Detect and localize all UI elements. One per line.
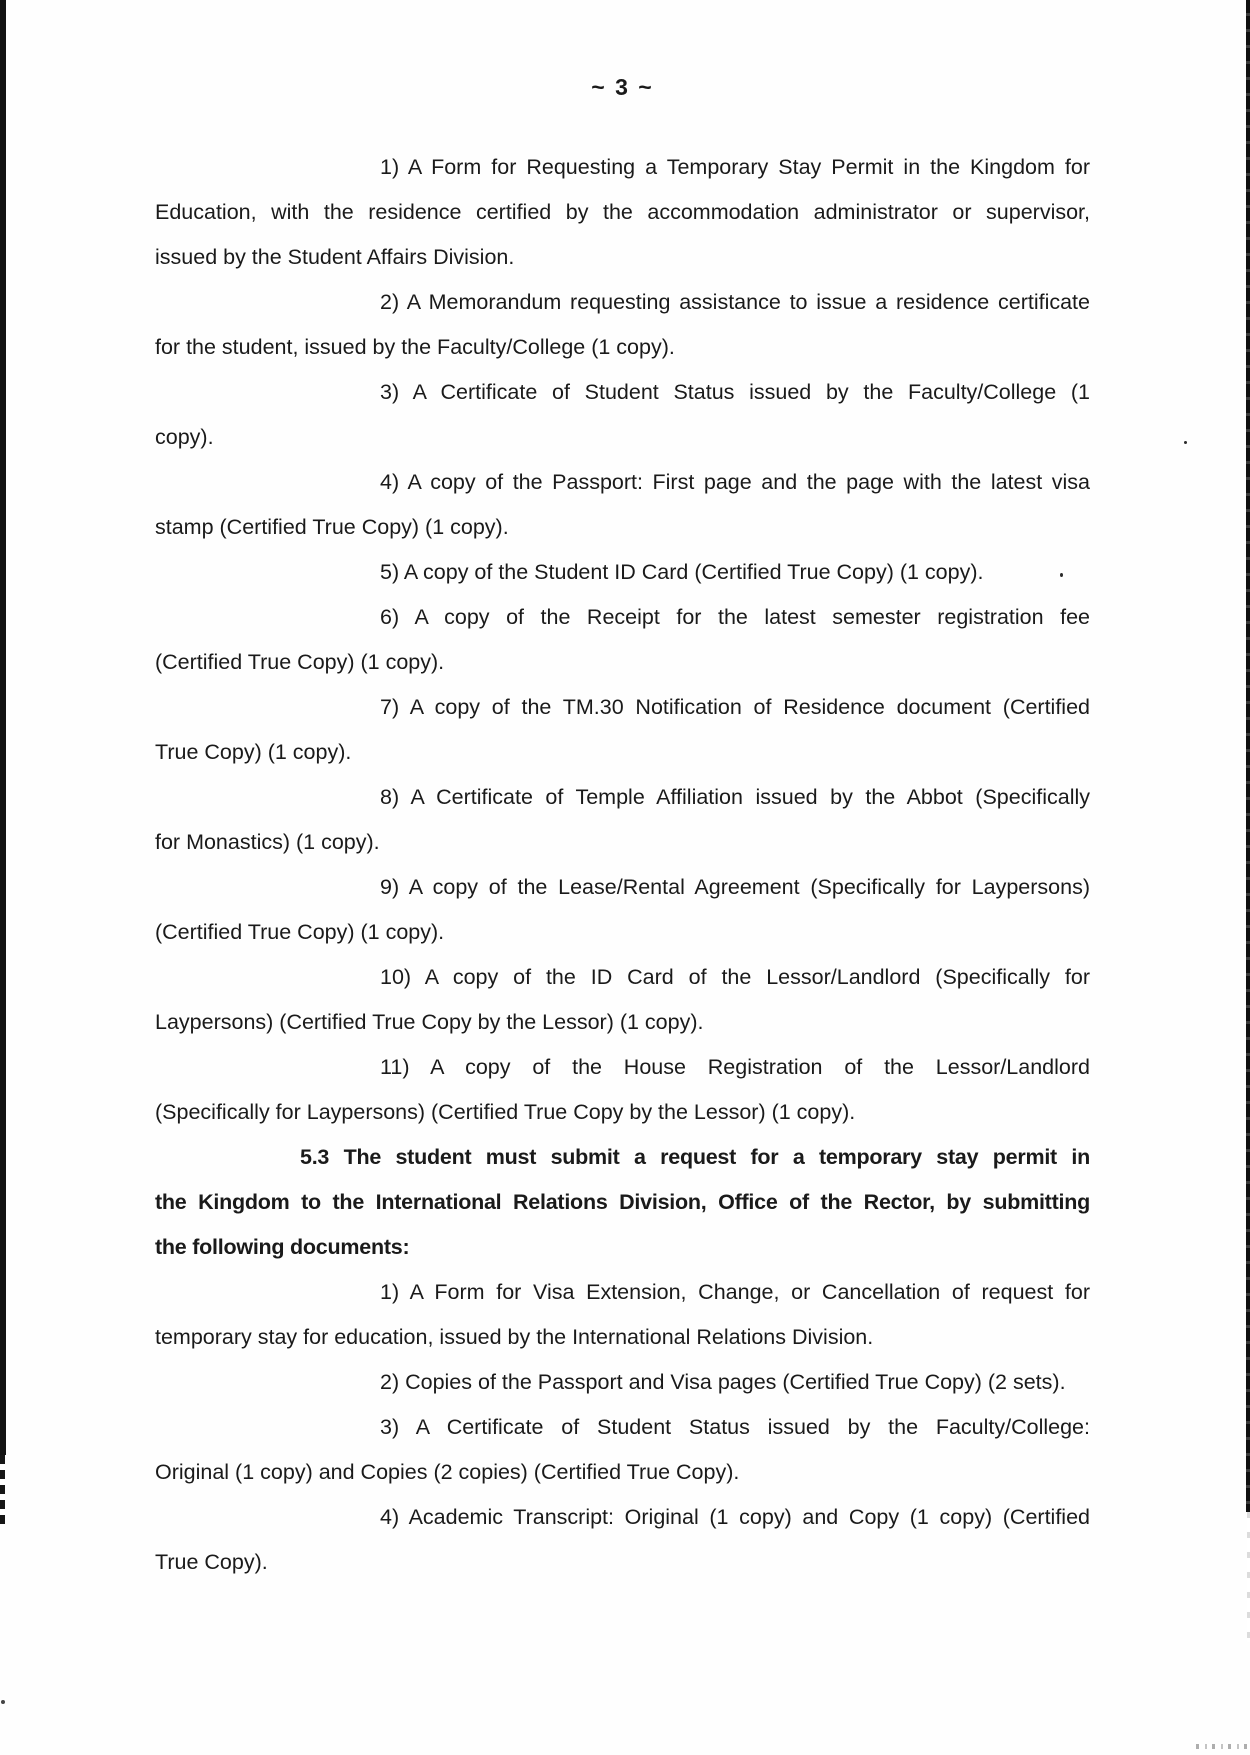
- text-line: Original (1 copy) and Copies (2 copies) (Certified True Copy).: [155, 1460, 740, 1484]
- paragraph: [155, 955, 1090, 1045]
- document-body: [155, 145, 1090, 1585]
- text-line: 1) A Form for Visa Extension, Change, or Cancellation of request for: [380, 1280, 1090, 1304]
- paragraph: [155, 685, 1090, 775]
- paragraph: [155, 1045, 1090, 1135]
- paragraph: [155, 775, 1090, 865]
- text-line: 5) A copy of the Student ID Card (Certified True Copy) (1 copy).: [380, 560, 984, 584]
- paragraph: [155, 1495, 1090, 1585]
- text-line: 8) A Certificate of Temple Affiliation issued by the Abbot (Specifically: [380, 785, 1090, 809]
- text-line: for Monastics) (1 copy).: [155, 830, 380, 854]
- text-line: 10) A copy of the ID Card of the Lessor/Landlord (Specifically for: [380, 965, 1090, 989]
- scan-speck: [1060, 573, 1063, 577]
- paragraph: [155, 865, 1090, 955]
- text-line: for the student, issued by the Faculty/College (1 copy).: [155, 335, 675, 359]
- text-line: 3) A Certificate of Student Status issued by the Faculty/College (1: [380, 380, 1090, 404]
- text-line: Laypersons) (Certified True Copy by the Lessor) (1 copy).: [155, 1010, 704, 1034]
- text-line: (Certified True Copy) (1 copy).: [155, 650, 445, 674]
- scan-noise-bottom-right: [1196, 1744, 1250, 1749]
- text-line: copy).: [155, 425, 214, 449]
- text-line: 11) A copy of the House Registration of the Lessor/Landlord: [380, 1055, 1090, 1079]
- scan-speck: [1, 1700, 5, 1704]
- text-line: issued by the Student Affairs Division.: [155, 245, 515, 269]
- paragraph: [155, 370, 1090, 460]
- scan-edge-right-bar: [1246, 0, 1250, 1512]
- text-line: True Copy) (1 copy).: [155, 740, 352, 764]
- text-line: 9) A copy of the Lease/Rental Agreement (Specifically for Laypersons): [380, 875, 1090, 899]
- scan-edge-left-bar: [0, 0, 6, 1455]
- text-line: the following documents:: [155, 1235, 410, 1259]
- paragraph: [155, 280, 1090, 370]
- scan-edge-left-bar-tail: [0, 1455, 5, 1530]
- scan-speck: [1184, 441, 1187, 444]
- paragraph: [155, 145, 1090, 280]
- paragraph: [155, 1270, 1090, 1360]
- paragraph: [155, 595, 1090, 685]
- text-line: Education, with the residence certified by the accommodation administrator or supervisor,: [155, 200, 1090, 224]
- text-line: 3) A Certificate of Student Status issued by the Faculty/College:: [380, 1415, 1090, 1439]
- text-line: 1) A Form for Requesting a Temporary Stay Permit in the Kingdom for: [380, 155, 1090, 179]
- text-line: 2) A Memorandum requesting assistance to issue a residence certificate: [380, 290, 1090, 314]
- page-number: ~ 3 ~: [591, 74, 654, 100]
- text-line: 2) Copies of the Passport and Visa pages (Certified True Copy) (2 sets).: [380, 1370, 1066, 1394]
- paragraph: [155, 550, 1090, 595]
- text-line: True Copy).: [155, 1550, 268, 1574]
- text-line: 5.3 The student must submit a request for a temporary stay permit in: [300, 1145, 1090, 1169]
- text-line: stamp (Certified True Copy) (1 copy).: [155, 515, 509, 539]
- paragraph: [155, 1135, 1090, 1270]
- text-line: (Certified True Copy) (1 copy).: [155, 920, 445, 944]
- text-line: 7) A copy of the TM.30 Notification of Residence document (Certified: [380, 695, 1090, 719]
- text-line: 4) A copy of the Passport: First page and the page with the latest visa: [380, 470, 1090, 494]
- text-line: the Kingdom to the International Relations Division, Office of the Rector, by submitting: [155, 1190, 1090, 1214]
- text-line: 4) Academic Transcript: Original (1 copy) and Copy (1 copy) (Certified: [380, 1505, 1090, 1529]
- text-line: (Specifically for Laypersons) (Certified True Copy by the Lessor) (1 copy).: [155, 1100, 856, 1124]
- paragraph: [155, 1405, 1090, 1495]
- paragraph: [155, 460, 1090, 550]
- text-line: 6) A copy of the Receipt for the latest semester registration fee: [380, 605, 1090, 629]
- text-line: temporary stay for education, issued by the International Relations Division.: [155, 1325, 874, 1349]
- paragraph: [155, 1360, 1090, 1405]
